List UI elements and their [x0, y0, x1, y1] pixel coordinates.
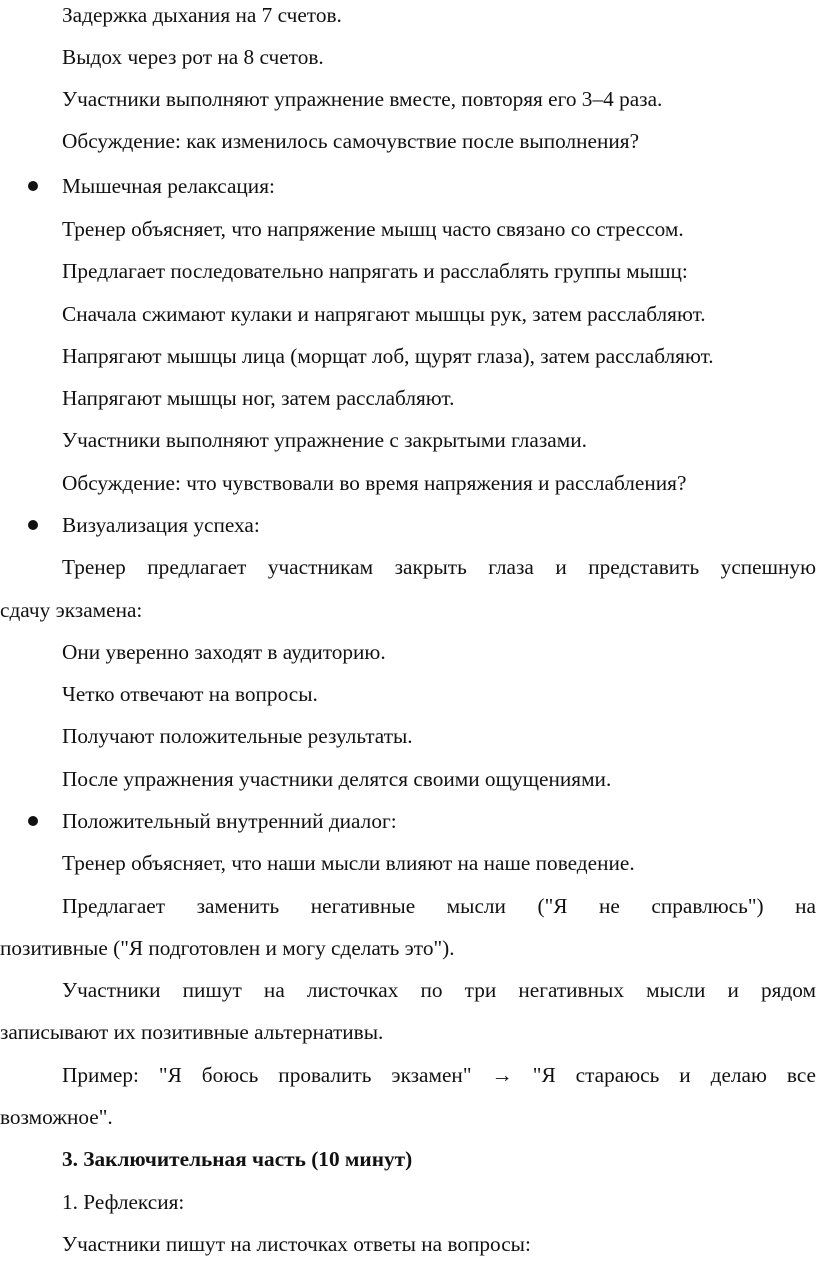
paragraph-line: позитивные ("Я подготовлен и могу сделать это"). [0, 936, 455, 960]
paragraph-line: Напрягают мышцы лица (морщат лоб, щурят глаза), затем расслабляют. [62, 344, 714, 368]
paragraph-line: Предлагает заменить негативные мысли ("Я не справлюсь") на [62, 894, 816, 918]
bullet-heading: Мышечная релаксация: [62, 174, 275, 198]
subsection-heading: 1. Рефлексия: [62, 1190, 185, 1214]
paragraph-line: Напрягают мышцы ног, затем расслабляют. [62, 386, 455, 410]
bullet-heading: Визуализация успеха: [62, 513, 260, 537]
paragraph-line: Тренер предлагает участникам закрыть глаза и представить успешную [62, 555, 816, 579]
paragraph-line: Участники пишут на листочках по три негативных мысли и рядом [62, 978, 816, 1002]
paragraph-line: Они уверенно заходят в аудиторию. [62, 640, 386, 664]
paragraph-line: Выдох через рот на 8 счетов. [62, 45, 324, 69]
paragraph-line: Участники выполняют упражнение с закрытыми глазами. [62, 428, 587, 452]
paragraph-line: После упражнения участники делятся своими ощущениями. [62, 767, 612, 791]
paragraph-line: записывают их позитивные альтернативы. [0, 1020, 384, 1044]
paragraph-line: Пример: "Я боюсь провалить экзамен" → "Я стараюсь и делаю все [62, 1063, 816, 1087]
paragraph-line: Участники пишут на листочках ответы на вопросы: [62, 1232, 531, 1256]
paragraph-line: Тренер объясняет, что наши мысли влияют на наше поведение. [62, 851, 635, 875]
paragraph-line: Сначала сжимают кулаки и напрягают мышцы рук, затем расслабляют. [62, 302, 706, 326]
paragraph-line: Обсуждение: что чувствовали во время напряжения и расслабления? [62, 471, 687, 495]
section-heading: 3. Заключительная часть (10 минут) [62, 1147, 413, 1171]
bullet-icon [28, 181, 38, 191]
paragraph-line: Участники выполняют упражнение вместе, повторяя его 3–4 раза. [62, 87, 663, 111]
bullet-heading: Положительный внутренний диалог: [62, 809, 397, 833]
bullet-icon [28, 520, 38, 530]
paragraph-line: возможное". [0, 1105, 113, 1129]
paragraph-line: Обсуждение: как изменилось самочувствие после выполнения? [62, 129, 640, 153]
paragraph-line: Тренер объясняет, что напряжение мышц часто связано со стрессом. [62, 217, 684, 241]
paragraph-line: Предлагает последовательно напрягать и расслаблять группы мышц: [62, 259, 688, 283]
bullet-icon [28, 816, 38, 826]
paragraph-line: Задержка дыхания на 7 счетов. [62, 3, 342, 27]
paragraph-line: Четко отвечают на вопросы. [62, 682, 318, 706]
paragraph-line: сдачу экзамена: [0, 598, 143, 622]
paragraph-line: Получают положительные результаты. [62, 724, 413, 748]
